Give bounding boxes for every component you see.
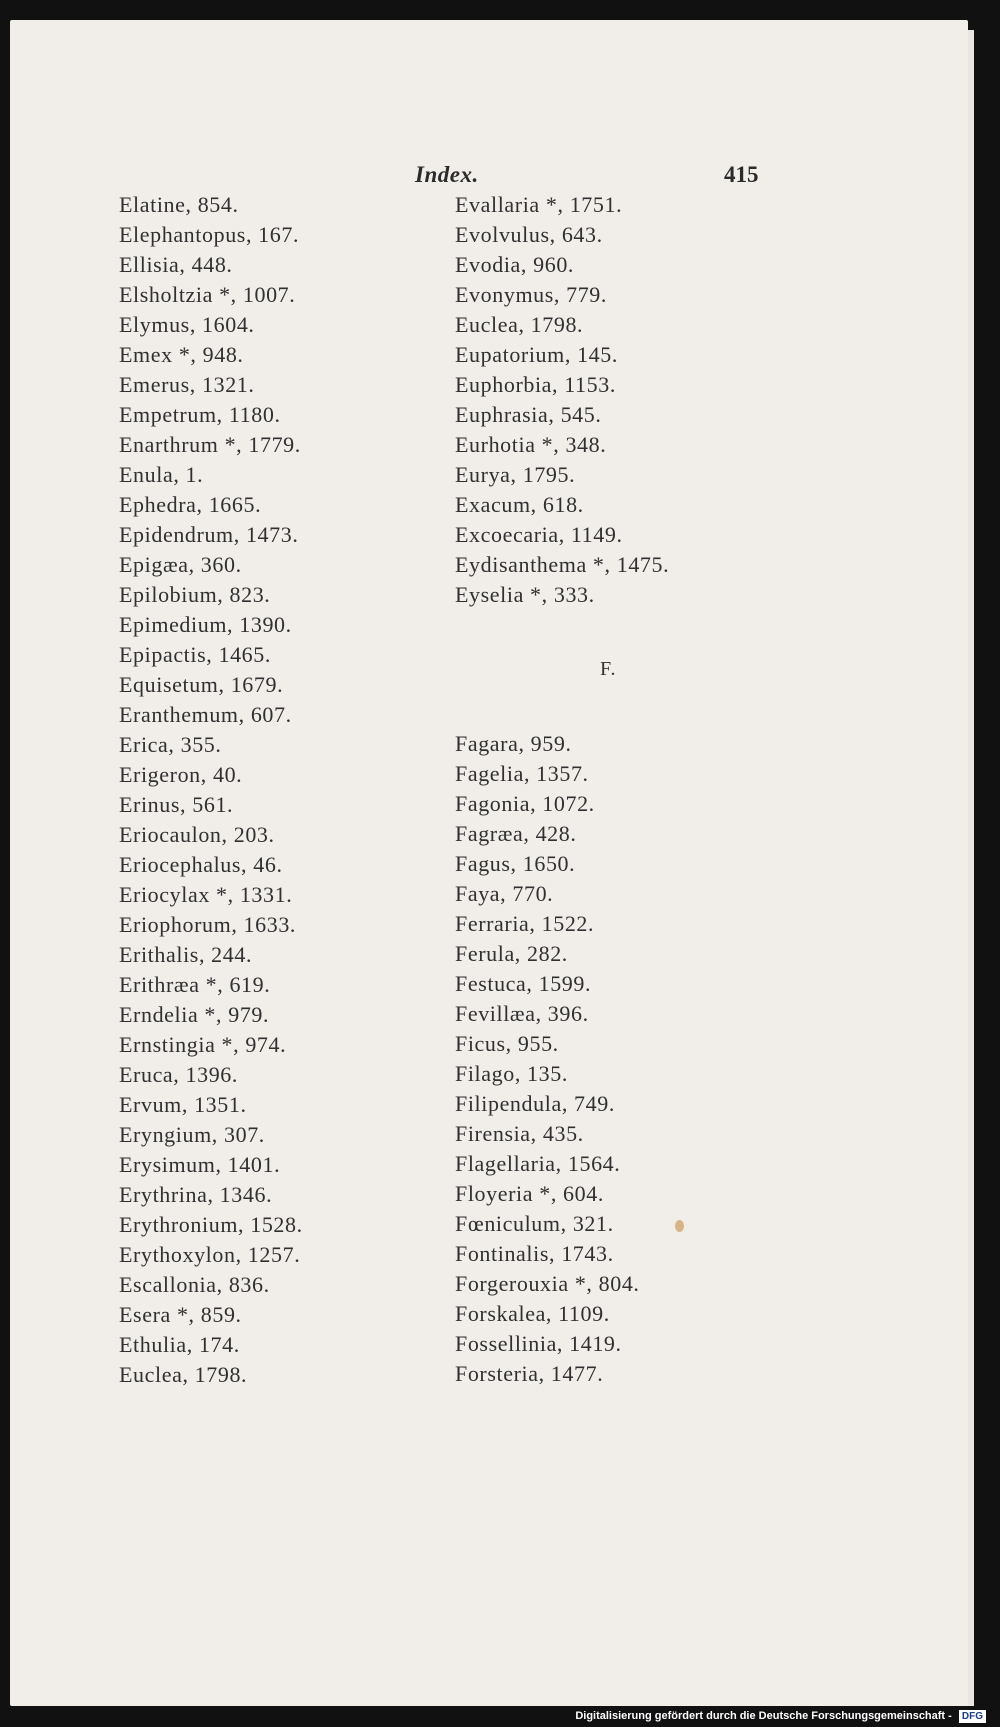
page-number: 415: [724, 162, 759, 187]
index-entry: Fagus, 1650.: [455, 851, 576, 876]
index-entry: Emerus, 1321.: [119, 372, 255, 397]
index-entry: Erinus, 561.: [119, 792, 234, 817]
index-entry: Filago, 135.: [455, 1061, 568, 1086]
index-entry: Elsholtzia *, 1007.: [119, 282, 296, 307]
index-entry: Fossellinia, 1419.: [455, 1331, 622, 1356]
index-entry: Eriophorum, 1633.: [119, 912, 297, 937]
digitization-footer: [575, 1707, 986, 1725]
index-column-right-f: [455, 729, 640, 1389]
index-entry: Eurya, 1795.: [455, 462, 576, 487]
index-entry: Epimedium, 1390.: [119, 612, 292, 637]
index-entry: Forsteria, 1477.: [455, 1361, 604, 1386]
index-entry: Erysimum, 1401.: [119, 1152, 281, 1177]
index-entry: Fagonia, 1072.: [455, 791, 595, 816]
index-entry: Flagellaria, 1564.: [455, 1151, 621, 1176]
index-entry: Excoecaria, 1149.: [455, 522, 623, 547]
book-page: [10, 20, 968, 1706]
index-entry: Eriocephalus, 46.: [119, 852, 283, 877]
index-entry: Ephedra, 1665.: [119, 492, 262, 517]
index-entry: Fontinalis, 1743.: [455, 1241, 614, 1266]
index-entry: Esera *, 859.: [119, 1302, 242, 1327]
index-entry: Faya, 770.: [455, 881, 554, 906]
index-entry: Exacum, 618.: [455, 492, 584, 517]
index-entry: Erythoxylon, 1257.: [119, 1242, 301, 1267]
index-entry: Erythronium, 1528.: [119, 1212, 303, 1237]
index-entry: Eranthemum, 607.: [119, 702, 292, 727]
index-entry: Fagara, 959.: [455, 731, 572, 756]
index-entry: Eydisanthema *, 1475.: [455, 552, 670, 577]
index-entry: Euphorbia, 1153.: [455, 372, 616, 397]
index-entry: Evolvulus, 643.: [455, 222, 603, 247]
index-column-right-e: [455, 190, 669, 610]
index-entry: Enarthrum *, 1779.: [119, 432, 301, 457]
index-entry: Fagræa, 428.: [455, 821, 577, 846]
index-entry: Ferula, 282.: [455, 941, 568, 966]
index-entry: Ellisia, 448.: [119, 252, 233, 277]
index-entry: Fevillæa, 396.: [455, 1001, 589, 1026]
index-entry: Ernstingia *, 974.: [119, 1032, 287, 1057]
index-entry: Floyeria *, 604.: [455, 1181, 604, 1206]
index-entry: Evodia, 960.: [455, 252, 575, 277]
index-entry: Eryngium, 307.: [119, 1122, 265, 1147]
index-entry: Ervum, 1351.: [119, 1092, 247, 1117]
index-entry: Erithræa *, 619.: [119, 972, 271, 997]
index-entry: Eriocaulon, 203.: [119, 822, 275, 847]
index-entry: Epilobium, 823.: [119, 582, 271, 607]
index-entry: Elymus, 1604.: [119, 312, 255, 337]
index-entry: Empetrum, 1180.: [119, 402, 281, 427]
index-entry: Evonymus, 779.: [455, 282, 608, 307]
index-entry: Ficus, 955.: [455, 1031, 559, 1056]
index-entry: Firensia, 435.: [455, 1121, 584, 1146]
index-entry: Erithalis, 244.: [119, 942, 253, 967]
index-entry: Elephantopus, 167.: [119, 222, 300, 247]
index-entry: Euphrasia, 545.: [455, 402, 602, 427]
index-entry: Filipendula, 749.: [455, 1091, 615, 1116]
index-entry: Ethulia, 174.: [119, 1332, 240, 1357]
section-heading-f: F.: [600, 658, 617, 680]
index-entry: Fœniculum, 321.: [455, 1211, 614, 1236]
index-entry: Erica, 355.: [119, 732, 222, 757]
index-entry: Epipactis, 1465.: [119, 642, 271, 667]
index-entry: Erndelia *, 979.: [119, 1002, 270, 1027]
index-entry: Ferraria, 1522.: [455, 911, 595, 936]
footer-credit: Digitalisierung gefördert durch die Deutsche Forschungsgemeinschaft -: [575, 1710, 952, 1722]
index-entry: Eupatorium, 145.: [455, 342, 618, 367]
index-entry: Equisetum, 1679.: [119, 672, 284, 697]
index-entry: Forgerouxia *, 804.: [455, 1271, 640, 1296]
index-entry: Elatine, 854.: [119, 192, 239, 217]
index-entry: Erythrina, 1346.: [119, 1182, 273, 1207]
index-entry: Eyselia *, 333.: [455, 582, 595, 607]
index-entry: Epigæa, 360.: [119, 552, 242, 577]
running-head: Index.: [415, 162, 479, 187]
index-entry: Evallaria *, 1751.: [455, 192, 623, 217]
stain-mark: [675, 1220, 684, 1232]
index-entry: Euclea, 1798.: [455, 312, 584, 337]
index-entry: Eurhotia *, 348.: [455, 432, 607, 457]
dfg-logo: DFG: [959, 1710, 986, 1723]
index-entry: Eruca, 1396.: [119, 1062, 238, 1087]
index-entry: Forskalea, 1109.: [455, 1301, 610, 1326]
index-entry: Emex *, 948.: [119, 342, 244, 367]
index-entry: Fagelia, 1357.: [455, 761, 589, 786]
index-entry: Erigeron, 40.: [119, 762, 243, 787]
index-entry: Epidendrum, 1473.: [119, 522, 299, 547]
index-entry: Enula, 1.: [119, 462, 204, 487]
index-entry: Euclea, 1798.: [119, 1362, 248, 1387]
page-header: [10, 162, 968, 192]
index-column-left: [119, 190, 303, 1390]
index-entry: Festuca, 1599.: [455, 971, 592, 996]
index-entry: Eriocylax *, 1331.: [119, 882, 293, 907]
index-entry: Escallonia, 836.: [119, 1272, 270, 1297]
